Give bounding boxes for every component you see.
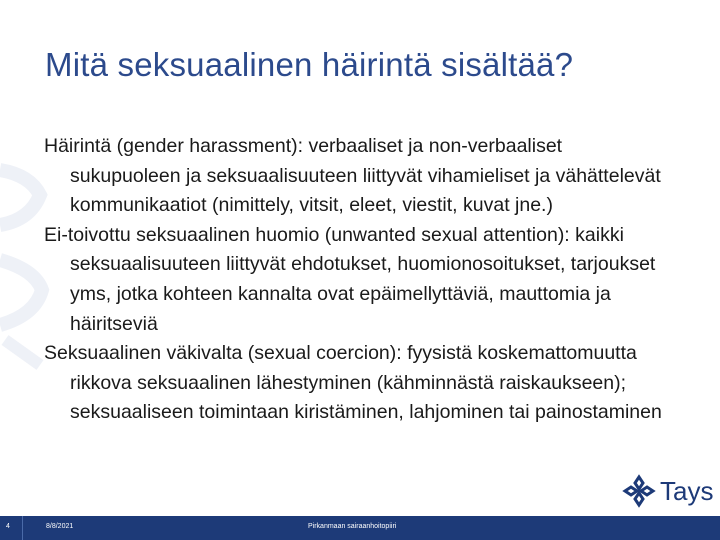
footer-page-box xyxy=(0,516,23,540)
paragraph-sexual-coercion: Seksuaalinen väkivalta (sexual coercion): fyysistä koskemattomuutta rikkova seksuaalinen lähestyminen (kähminnästä raiskaukseen); seksuaaliseen toimintaan kiristäminen, lahjominen tai painostaminen xyxy=(44,342,662,424)
page-number: 4 xyxy=(6,523,10,530)
footer-date: 8/8/2021 xyxy=(46,523,74,530)
tays-knot-icon xyxy=(622,474,656,508)
tays-logo xyxy=(622,473,713,509)
paragraph-unwanted-attention: Ei-toivottu seksuaalinen huomio (unwanted sexual attention): kaikki seksuaalisuuteen liittyvät ehdotukset, huomionosoitukset, tarjoukset yms, jotka kohteen kannalta ovat epäimellyttäviä, mauttomia ja häiritseviä xyxy=(44,223,656,335)
logo-text: Tays xyxy=(660,475,714,506)
footer-bar xyxy=(0,516,720,540)
footer-organization: Pirkanmaan sairaanhoitopiiri xyxy=(308,523,397,530)
slide-body xyxy=(44,132,674,428)
paragraph-gender-harassment: Häirintä (gender harassment): verbaaliset ja non-verbaaliset sukupuoleen ja seksuaalisuuteen liittyvät vihamieliset ja vähättelevät kommunikaatiot (nimittely, vitsit, eleet, viestit, kuvat jne.) xyxy=(44,135,661,217)
slide-title: Mitä seksuaalinen häirintä sisältää? xyxy=(45,46,574,83)
